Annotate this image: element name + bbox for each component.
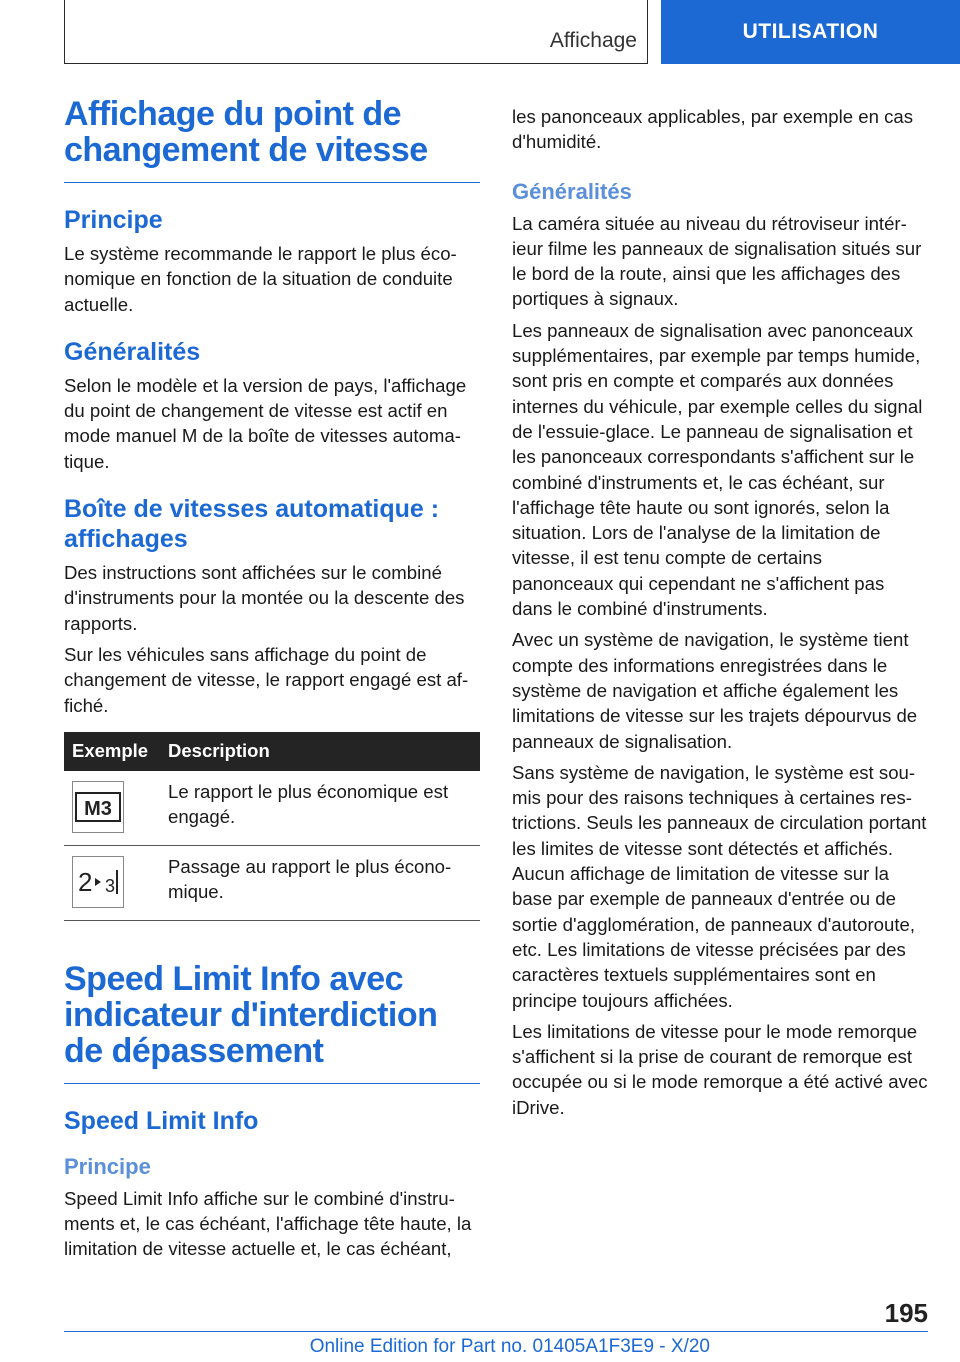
table-cell-description: Le rapport le plus économique est engagé. [160,771,480,846]
left-column [64,96,480,1268]
heading-speed-limit-info: Speed Limit Info avec indicateur d'interdiction de dépassement [64,959,438,1070]
gear-m3-icon [72,781,124,833]
heading-sli: Speed Limit Info [64,1106,259,1135]
continuation-text: les panonceaux applicables, par exemple en cas d'humidité. [512,106,914,153]
shift-2-to-3-icon [72,856,124,908]
paragraph: Les panneaux de signalisation avec panonceaux supplémentaires, par exemple par temps humide, sont pris en compte et comparés aux données internes du véhicule, par exemple celles du signal de l'essuie-glace. Le panneau de signalisation et les panonceaux correspondants s'affichent sur le combiné d'instruments et, le cas échéant, sur l'affichage tête haute ou sont ignorés, selon la situation. Lors de l'analyse de la limitation de vitesse, il est tenu compte de certains panonceaux qui cependant ne s'affichent pas dans le combiné d'instruments. [512,319,923,620]
table-header-example: Exemple [64,732,160,771]
table-row [64,845,480,920]
svg-text:2: 2 [78,866,93,897]
heading-sli-principe: Principe [64,1153,151,1179]
paragraph: Avec un système de navigation, le système tient compte des informations enregistrées dans le système de navigation et affiche également les limitations de vitesse sur les trajets dépourvus de panneaux de signalisation. [512,629,918,752]
heading-generalites: Généralités [64,337,201,366]
right-column [512,104,928,1126]
heading-rule [64,1083,480,1084]
boite-text-2: Sur les véhicules sans affichage du point de changement de vitesse, le rapport engagé est affiché. [64,643,469,716]
heading-shift-point: Affichage du point de changement de vitesse [64,95,428,169]
svg-text:3: 3 [105,875,116,896]
gear-display-table [64,732,480,921]
boite-text-1: Des instructions sont affichées sur le combiné d'instruments pour la montée ou la descente des rapports. [64,562,465,634]
edition-text: Online Edition for Part no. 01405A1F3E9 - X/20 [309,1336,710,1357]
page-number: 195 [884,1298,928,1328]
footer-rule [64,1331,928,1332]
heading-rule [64,182,480,183]
paragraph: Sans système de navigation, le système est soumis pour des raisons techniques à certaines restrictions. Seuls les panneaux de circulation portant les limites de vitesse sont détectés et affichés. Aucun affichage de limitation de vitesse sur la base par exemple de panneaux d'entrée ou de sortie d'agglomération, de panneaux d'autoroute, etc. Les limitations de vitesse précisées par des caractères textuels supplémentaires sont en principe toujours affichées. [512,761,927,1011]
table-row [64,771,480,846]
chapter-tab[interactable]: UTILISATION [661,0,960,64]
heading-sli-generalites: Généralités [512,178,632,204]
section-title: Affichage [549,29,637,52]
paragraph: La caméra située au niveau du rétroviseur intérieur filme les panneaux de signalisation situés sur le bord de la route, ainsi que les affichages des portiques à signaux. [512,212,922,310]
paragraph: Les limitations de vitesse pour le mode remorque s'affichent si la prise de courant de remorque est occupée ou si le mode remorque a été activé avec iDrive. [512,1020,928,1118]
heading-boite-affichages: Boîte de vitesses automatique : affichages [64,495,440,554]
heading-principe: Principe [64,206,163,234]
sli-principe-text: Speed Limit Info affiche sur le combiné d'instruments et, le cas échéant, l'affichage tête haute, la limitation de vitesse actuelle et, le cas échéant, [64,1187,472,1260]
header-frame [64,0,648,64]
generalites-text: Selon le modèle et la version de pays, l'affichage du point de changement de vitesse est actif en mode manuel M de la boîte de vitesses automatique. [64,374,467,472]
table-cell-description: Passage au rapport le plus économique. [160,845,480,920]
table-header-description: Description [160,732,480,771]
svg-text:M3: M3 [84,797,112,820]
principe-text: Le système recommande le rapport le plus économique en fonction de la situation de conduite actuelle. [64,243,457,315]
